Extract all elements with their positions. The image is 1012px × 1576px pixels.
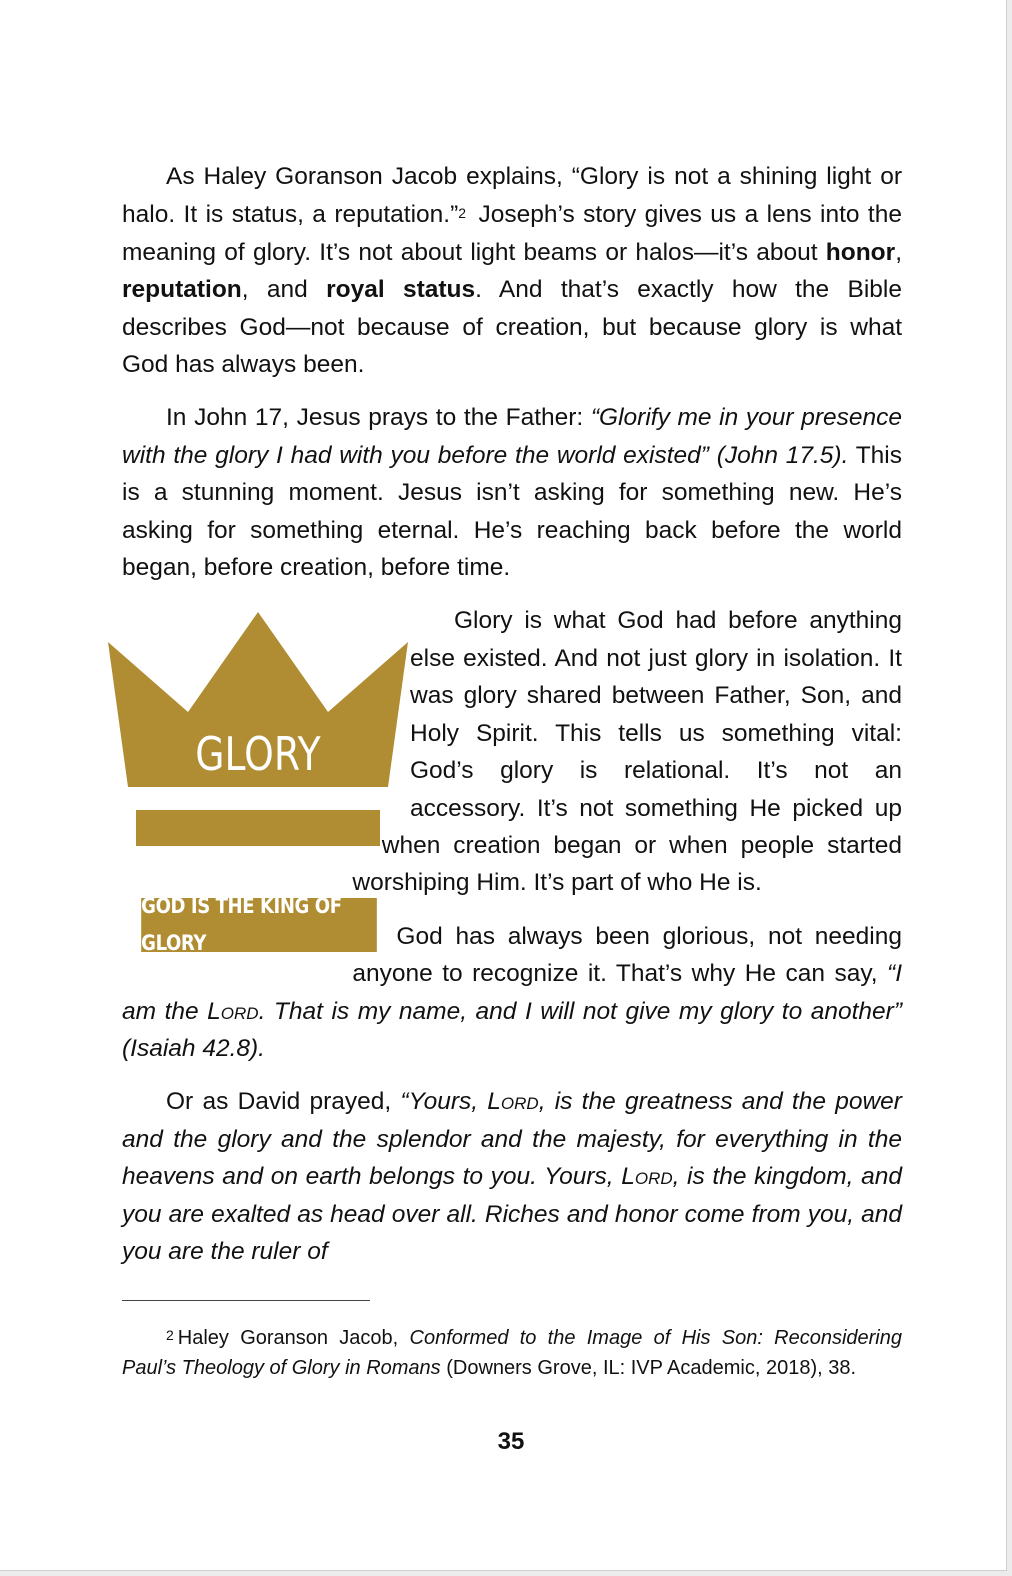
p5-quote-a: “Yours,: [400, 1088, 488, 1116]
lord-small-caps: Lord: [621, 1163, 673, 1191]
glory-crown-figure: [108, 602, 404, 962]
p1-sep2: , and: [241, 276, 327, 304]
crown-text: GLORY: [195, 727, 321, 782]
paragraph-3: Glory is what God had before anything else existed. And not just glory in isolation. It was glory shared between Father, Son, and Holy Spirit. This tells us something vital: God’s glory is relational. It’s not an accessory. It’s not something He picked up when creation began or when people started worshiping Him. It’s part of who He is.: [352, 607, 902, 897]
footnote-number: 2: [166, 1327, 174, 1343]
p1-mid: Joseph’s story gives us a lens into the meaning of glory. It’s not about light beams or halos—it’s about: [122, 201, 902, 266]
footnote-title: Conformed to the Image of His Son: Reconsidering Paul’s Theology of Glory in Romans: [122, 1327, 902, 1379]
page-number: 35: [497, 1428, 525, 1455]
paragraph-1: [122, 158, 902, 383]
footnote-publication: (Downers Grove, IL: IVP Academic, 2018), 38.: [440, 1357, 857, 1379]
p4-quote-a: “I am the: [122, 960, 902, 1025]
figure-caption: GOD IS THE KING OF GLORY: [141, 898, 377, 952]
crown-icon: [108, 612, 408, 862]
p1-end: . And that’s exactly how the Bible describes God—not because of creation, but because glory is what God has always been.: [122, 276, 902, 379]
p5-quote-b: , is the greatness and the power and the glory and the splendor and the majesty, for everything in the heavens and on earth belongs to you. Yours,: [122, 1088, 902, 1191]
footnote-author: Haley Goranson Jacob,: [177, 1327, 410, 1349]
body-text: [122, 158, 902, 1270]
p4-intro: God has always been glorious, not needing anyone to recognize it. That’s why He can say,: [352, 922, 902, 988]
p2-intro: In John 17, Jesus prays to the Father:: [166, 404, 591, 432]
lord-small-caps: Lord: [207, 997, 259, 1025]
john-17-quote: “Glorify me in your presence with the glory I had with you before the world existed” (John 17.5).: [122, 404, 902, 469]
bold-reputation: reputation: [122, 276, 242, 304]
paragraph-5: [122, 1083, 902, 1270]
crown-band: [136, 810, 380, 846]
footnote: [122, 1320, 902, 1383]
p5-intro: Or as David prayed,: [166, 1088, 401, 1116]
footnote-divider: [122, 1300, 370, 1301]
bold-royal-status: royal status: [326, 276, 476, 304]
p5-quote-c: , is the kingdom, and you are exalted as head over all. Riches and honor come from you, and you are the ruler of: [122, 1163, 902, 1265]
footnote-reference: 2: [458, 205, 467, 222]
p2-end: This is a stunning moment. Jesus isn’t asking for something new. He’s asking for something eternal. He’s reaching back before the world began, before creation, before time.: [122, 441, 902, 582]
lord-small-caps: Lord: [487, 1088, 539, 1116]
p4-quote-b: . That is my name, and I will not give my glory to another” (Isaiah 42.8).: [122, 997, 902, 1062]
p1-sep1: ,: [895, 238, 902, 266]
bold-honor: honor: [825, 238, 896, 266]
paragraph-2: [122, 399, 902, 586]
p1-intro: As Haley Goranson Jacob explains, “Glory is not a shining light or halo. It is status, a reputation.”: [122, 163, 902, 229]
